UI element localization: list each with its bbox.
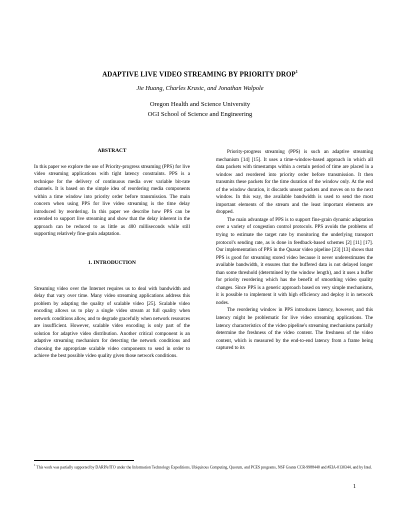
title-footnote-mark: 1 — [295, 69, 298, 74]
abstract-text: In this paper we explore the use of Priority-progress streaming (PPS) for live video streaming applications with tight latency constraints. PPS is a technique for the delivery of continuous media over variable bit-rate channels. It is based on the simple idea of reordering media components within a time window into priority order before transmission. The main concern when using PPS for live video streaming is the time delay introduced by reordering. In this paper we describe how PPS can be extended to support live streaming and show that the delay inherent in the approach can be reduced to as little as 400 milliseconds while still supporting relatively fine-grain adaptation. — [34, 163, 190, 238]
paper-title — [0, 69, 400, 78]
footnote-divider — [34, 460, 134, 461]
paper-title-text: ADAPTIVE LIVE VIDEO STREAMING BY PRIORITY DROP — [102, 71, 296, 79]
abstract-heading: ABSTRACT — [97, 148, 127, 154]
right-paragraph-2: The main advantage of PPS is to support fine-grain dynamic adaptation over a variety of congestion control protocols. PPS avoids the problems of trying to estimate the target rate by monitoring the underlying transport protocol's sending rate, as is done in feedback-based schemes [2] [11] [17]. Our implementation of PPS in the Quasar video pipeline [23] [13] shows that PPS is good for streaming stored video because it never underestimates the available bandwidth, it ensures that the buffered data is not delayed longer than some threshold (determined by the window length), and it uses a buffer for priority reordering which has the benefit of smoothing video quality changes. Since PPS is a generic approach based on very simple mechanisms, it is possible to implement it with high efficiency and deploy it in network nodes. — [216, 216, 373, 306]
introduction-paragraph-1: Streaming video over the Internet requires us to deal with bandwidth and delay that vary over time. Many video streaming applications address this problem by adapting the quality of scalable video [25]. Scalable video encoding allows us to play a single video stream at full quality when network conditions allow, and to degrade gracefully when network resources are insufficient. However, scalable video encoding is only part of the solution for adaptive video distribution. Another critical component is an adaptive streaming mechanism for detecting the network conditions and choosing the appropriate scalable video components to send in order to achieve the best possible video quality given those network conditions. — [34, 285, 190, 360]
left-column — [34, 148, 190, 361]
right-column — [216, 149, 373, 353]
right-paragraph-3: The reordering window in PPS introduces latency, however, and this latency might be problematic for live video streaming applications. The latency characteristics of the video pipeline's streaming mechanisms partially determine the freshness of the video content. The freshness of the video content, which is measured by the end-to-end latency from a frame being captured to its — [216, 307, 373, 352]
introduction-heading: 1. INTRODUCTION — [88, 260, 136, 267]
affiliation-line-2: OGI School of Science and Engineering — [147, 111, 253, 118]
author-list: Jie Huang, Charles Krasic, and Jonathan Walpole — [136, 85, 264, 92]
footnote-text: This work was partially supported by DARPA/ITO under the Information Technology Expeditions, Ubiquitous Computing, Quorum, and PCES programs, NSF Grants CCR-9988440 and #EIA-0130344, and by Intel. — [36, 465, 373, 470]
footnote-mark: 1 — [34, 463, 36, 467]
footnote — [34, 463, 374, 471]
affiliation-line-1: Oregon Health and Science University — [149, 101, 251, 108]
right-paragraph-1: Priority-progress streaming (PPS) is such an adaptive streaming mechanism [14] [15]. It uses a time-window-based approach in which all data packets with timestamps within a certain period of time are placed in a window and reordered into priority order before transmission. It then transmits these packets for the time duration of the window only. At the end of the window duration, it discards unsent packets and moves on to the next window. In this way, the available bandwidth is used to send the most important elements of the stream and the least important elements are dropped. — [216, 149, 373, 216]
page-number: 1 — [353, 484, 356, 490]
